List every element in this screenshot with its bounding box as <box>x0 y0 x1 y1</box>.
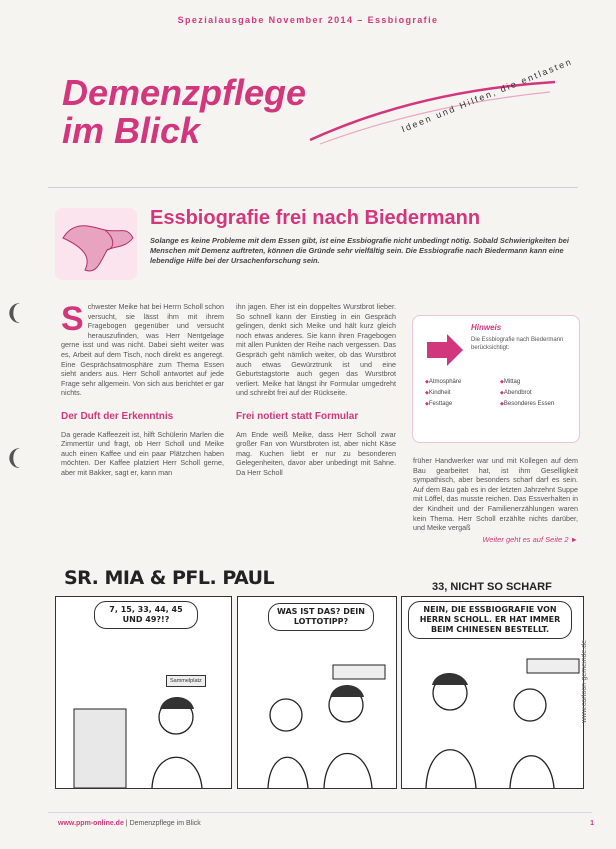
article-lead: Solange es keine Probleme mit dem Essen gibt, ist eine Essbiografie nicht unbedingt nötig. Sobald Schwierigkeiten bei Menschen mit Demenz auftreten, können die Gründe sehr vielfältig sein. Die Essbiografie nach Biedermann kann eine lebendige Hilfe bei der Ursachenforschung sein. <box>150 236 569 265</box>
subheading: Der Duft der Erkenntnis <box>61 410 174 422</box>
paragraph: chwester Meike hat bei Herrn Scholl schon versucht, sie lässt ihm mit ihrem Fragebogen gegenüber und versucht herauszufinden, was Herr Nentgelage gerne isst und was nicht. Dabei sieht weiter was es, Arbeit auf dem Tisch, noch direkt es angeregt. Eine Gesprächsatmosphäre zum Thema Essen sieht anders aus. Herr Scholl antwortet auf jede Frage sehr allgemein. Von sich aus berichtet er gar nichts. <box>61 302 224 398</box>
issue-kicker: Spezialausgabe November 2014 – Essbiografie <box>177 15 439 25</box>
hint-item: ◆ Mittag <box>500 379 575 385</box>
footer <box>58 820 201 827</box>
hint-item: ◆ Abendbrot <box>500 390 575 396</box>
hint-item: ◆ Besonderes Essen <box>500 401 575 407</box>
footer-divider <box>48 812 592 813</box>
binder-hole-icon: ❨ <box>5 300 24 325</box>
article-column-3 <box>413 456 578 544</box>
comic-episode-title: 33, NICHT SO SCHARF <box>432 581 552 593</box>
footer-text: | Demenzpflege im Blick <box>123 820 201 827</box>
article-column-1 <box>61 302 224 478</box>
comic-logo: SR. MIA & PFL. PAUL <box>64 567 275 589</box>
drop-cap: S <box>61 300 84 338</box>
paragraph: früher Handwerker war und mit Kollegen auf dem Bau gearbeitet hat, ist ihm Geselligkeit sympathisch, aber besonders scharf darf es sein. Auf dem Bau gab es in der letzten Jahrzehnt Suppe mit Löffel, das musste reichen. Das Essverhalten in der Kindheit und der Familienerzählungen waren kein Thema. Herr Scholl erzählte nichts darüber, und Meike vergaß <box>413 456 578 533</box>
footer-url[interactable]: www.ppm-online.de <box>58 820 124 827</box>
speech-bubble: WAS IST DAS? DEIN LOTTOTIPP? <box>268 603 374 631</box>
page-title-line2: im Blick <box>62 110 201 151</box>
hint-item: ◆ Festtage <box>425 401 500 407</box>
paragraph: ihn jagen. Eher ist ein doppeltes Wurstbrot lieber. So schnell kann der Einstieg in ein Gespräch gelingen, denkt sich Meike und hält kurz gleich noch etwas anderes. Sie kann ihren Fragebogen mit allen Punkten der Reihe nach vergessen. Das Gespräch geht nämlich weiter, ob das Wurstbrot auch etwas Gewürztrunk ist und eine Geburtstagstorte auch gegen das Wurstbrot verliert. Meike hat längst ihr Formular umgedreht und schreibt frei auf der Rückseite. <box>236 302 396 398</box>
article-heading: Essbiografie frei nach Biedermann <box>150 207 481 229</box>
comic-panel-3 <box>401 596 584 789</box>
header-divider <box>48 187 578 188</box>
binder-hole-icon: ❨ <box>5 445 24 470</box>
tagline: Ideen und Hilfen, die entlasten <box>400 56 574 135</box>
comic-credit: www.cartoon-gemeinde.de <box>581 640 588 723</box>
arrow-right-icon <box>425 332 465 368</box>
paragraph: Am Ende weiß Meike, dass Herr Scholl zwar großer Fan von Wurstbroten ist, aber nicht Käse mag. Kuchen liebt er nur zu besonderen Gelegenheiten, davor aber unbedingt mit Sahne. Da Herr Scholl <box>236 429 396 477</box>
page-number: 1 <box>590 820 594 827</box>
article-illustration <box>55 208 137 280</box>
comic-panel-1 <box>55 596 232 789</box>
speech-bubble: 7, 15, 33, 44, 45 UND 49?!? <box>94 601 198 629</box>
hint-item: ◆ Atmosphäre <box>425 379 500 385</box>
hint-text: Die Essbiografie nach Biedermann berücksichtigt: <box>471 337 564 351</box>
hint-item: ◆ Kindheit <box>425 390 500 396</box>
door-sign: Sammelplatz <box>166 675 206 687</box>
hint-title: Hinweis <box>471 323 502 332</box>
comic-panel-2 <box>237 596 397 789</box>
page-title-line1: Demenzpflege <box>62 72 307 113</box>
page-title <box>62 74 306 150</box>
subheading: Frei notiert statt Formular <box>236 410 359 422</box>
continue-link[interactable]: Weiter geht es auf Seite 2 ► <box>482 534 578 544</box>
article-column-2 <box>236 302 396 478</box>
paragraph: Da gerade Kaffeezeit ist, hilft Schülerin Marlen die Zimmertür und fragt, ob Herr Scholl und Meike auch einen Kaffee und ein paar Plätzchen haben möchten. Der Kaffee platziert Herr Scholl gerne, aber mit Bakker, sagt er, kann man <box>61 429 224 477</box>
speech-bubble: NEIN, DIE ESSBIOGRAFIE VON HERRN SCHOLL. ER HAT IMMER BEIM CHINESEN BESTELLT. <box>408 601 572 639</box>
hint-box <box>412 315 580 443</box>
ribbon-icon <box>55 208 137 280</box>
hint-list <box>425 379 575 407</box>
